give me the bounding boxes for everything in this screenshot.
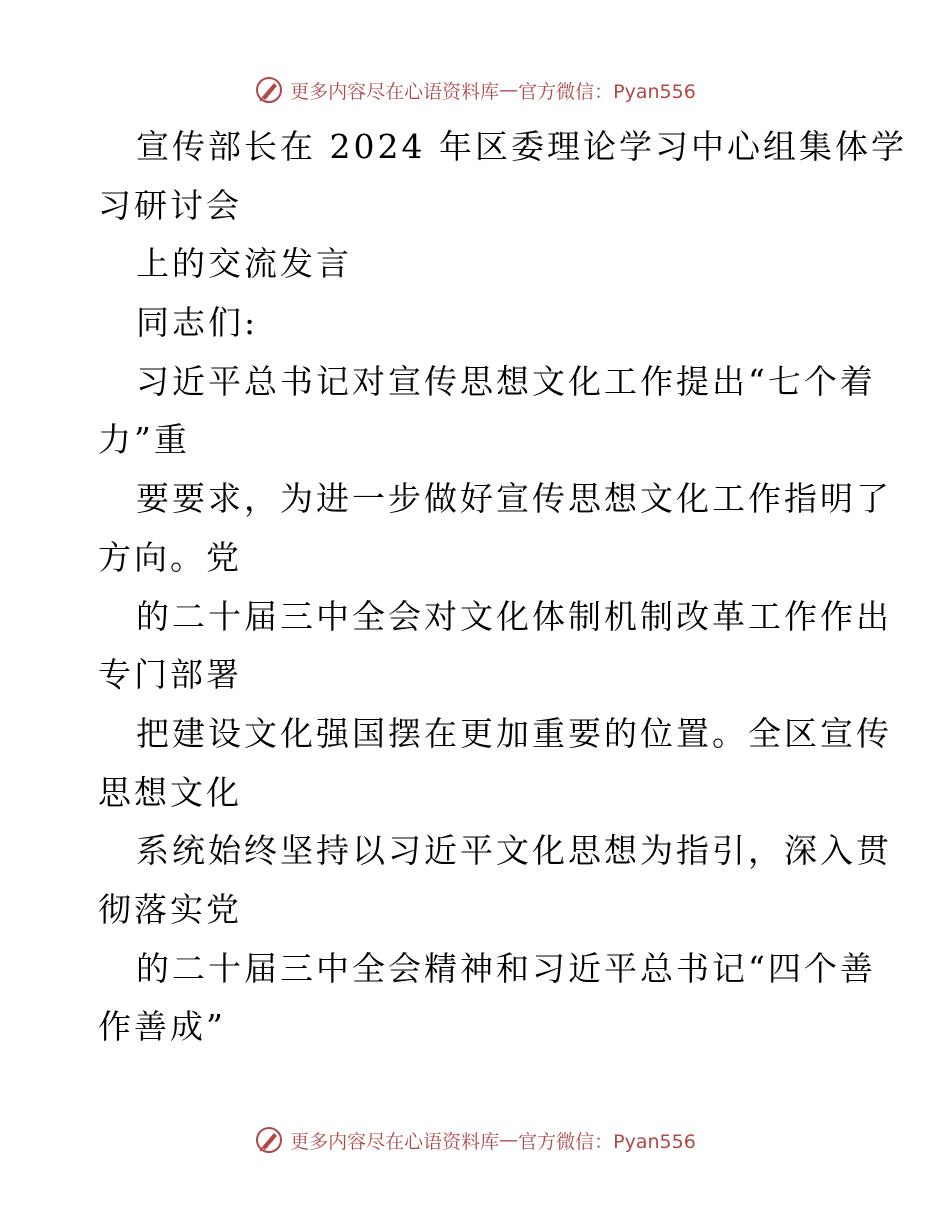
paragraph-line: 力”重 (98, 420, 190, 460)
paragraph-line: 要要求，为进一步做好宣传思想文化工作指明了 (136, 479, 892, 519)
pen-logo-icon (254, 1125, 284, 1155)
footer-banner (0, 1120, 950, 1160)
title-line-1: 宣传部长在 2024 年区委理论学习中心组集体学 (136, 127, 907, 166)
paragraph-line: 的二十届三中全会精神和习近平总书记“四个善 (136, 948, 876, 988)
banner-dash: — (499, 79, 519, 101)
document-body (98, 118, 907, 1057)
paragraph-line: 的二十届三中全会对文化体制机制改革工作作出 (136, 596, 892, 636)
title-line-2: 习研讨会 (98, 185, 242, 225)
paragraph-line: 作善成” (98, 1007, 226, 1047)
banner-wechat-text: 官方微信：Pyan556 (518, 80, 696, 103)
paragraph-line: 习近平总书记对宣传思想文化工作提出“七个着 (136, 361, 876, 401)
banner-main-text: 更多内容尽在心语资料库 (290, 80, 500, 103)
pen-logo-icon (254, 75, 284, 105)
paragraph-line: 彻落实党 (98, 889, 242, 929)
title-line-3: 上的交流发言 (136, 244, 352, 284)
banner-dash: — (499, 1129, 519, 1151)
paragraph-line: 思想文化 (98, 772, 242, 812)
paragraph-line: 方向。党 (98, 537, 242, 577)
salutation: 同志们: (136, 303, 259, 343)
paragraph-line: 系统始终坚持以习近平文化思想为指引，深入贯 (136, 831, 892, 871)
header-banner (0, 70, 950, 110)
paragraph-line: 专门部署 (98, 655, 242, 695)
banner-wechat-text: 官方微信：Pyan556 (518, 1130, 696, 1153)
banner-main-text: 更多内容尽在心语资料库 (290, 1130, 500, 1153)
paragraph-line: 把建设文化强国摆在更加重要的位置。全区宣传 (136, 713, 892, 753)
